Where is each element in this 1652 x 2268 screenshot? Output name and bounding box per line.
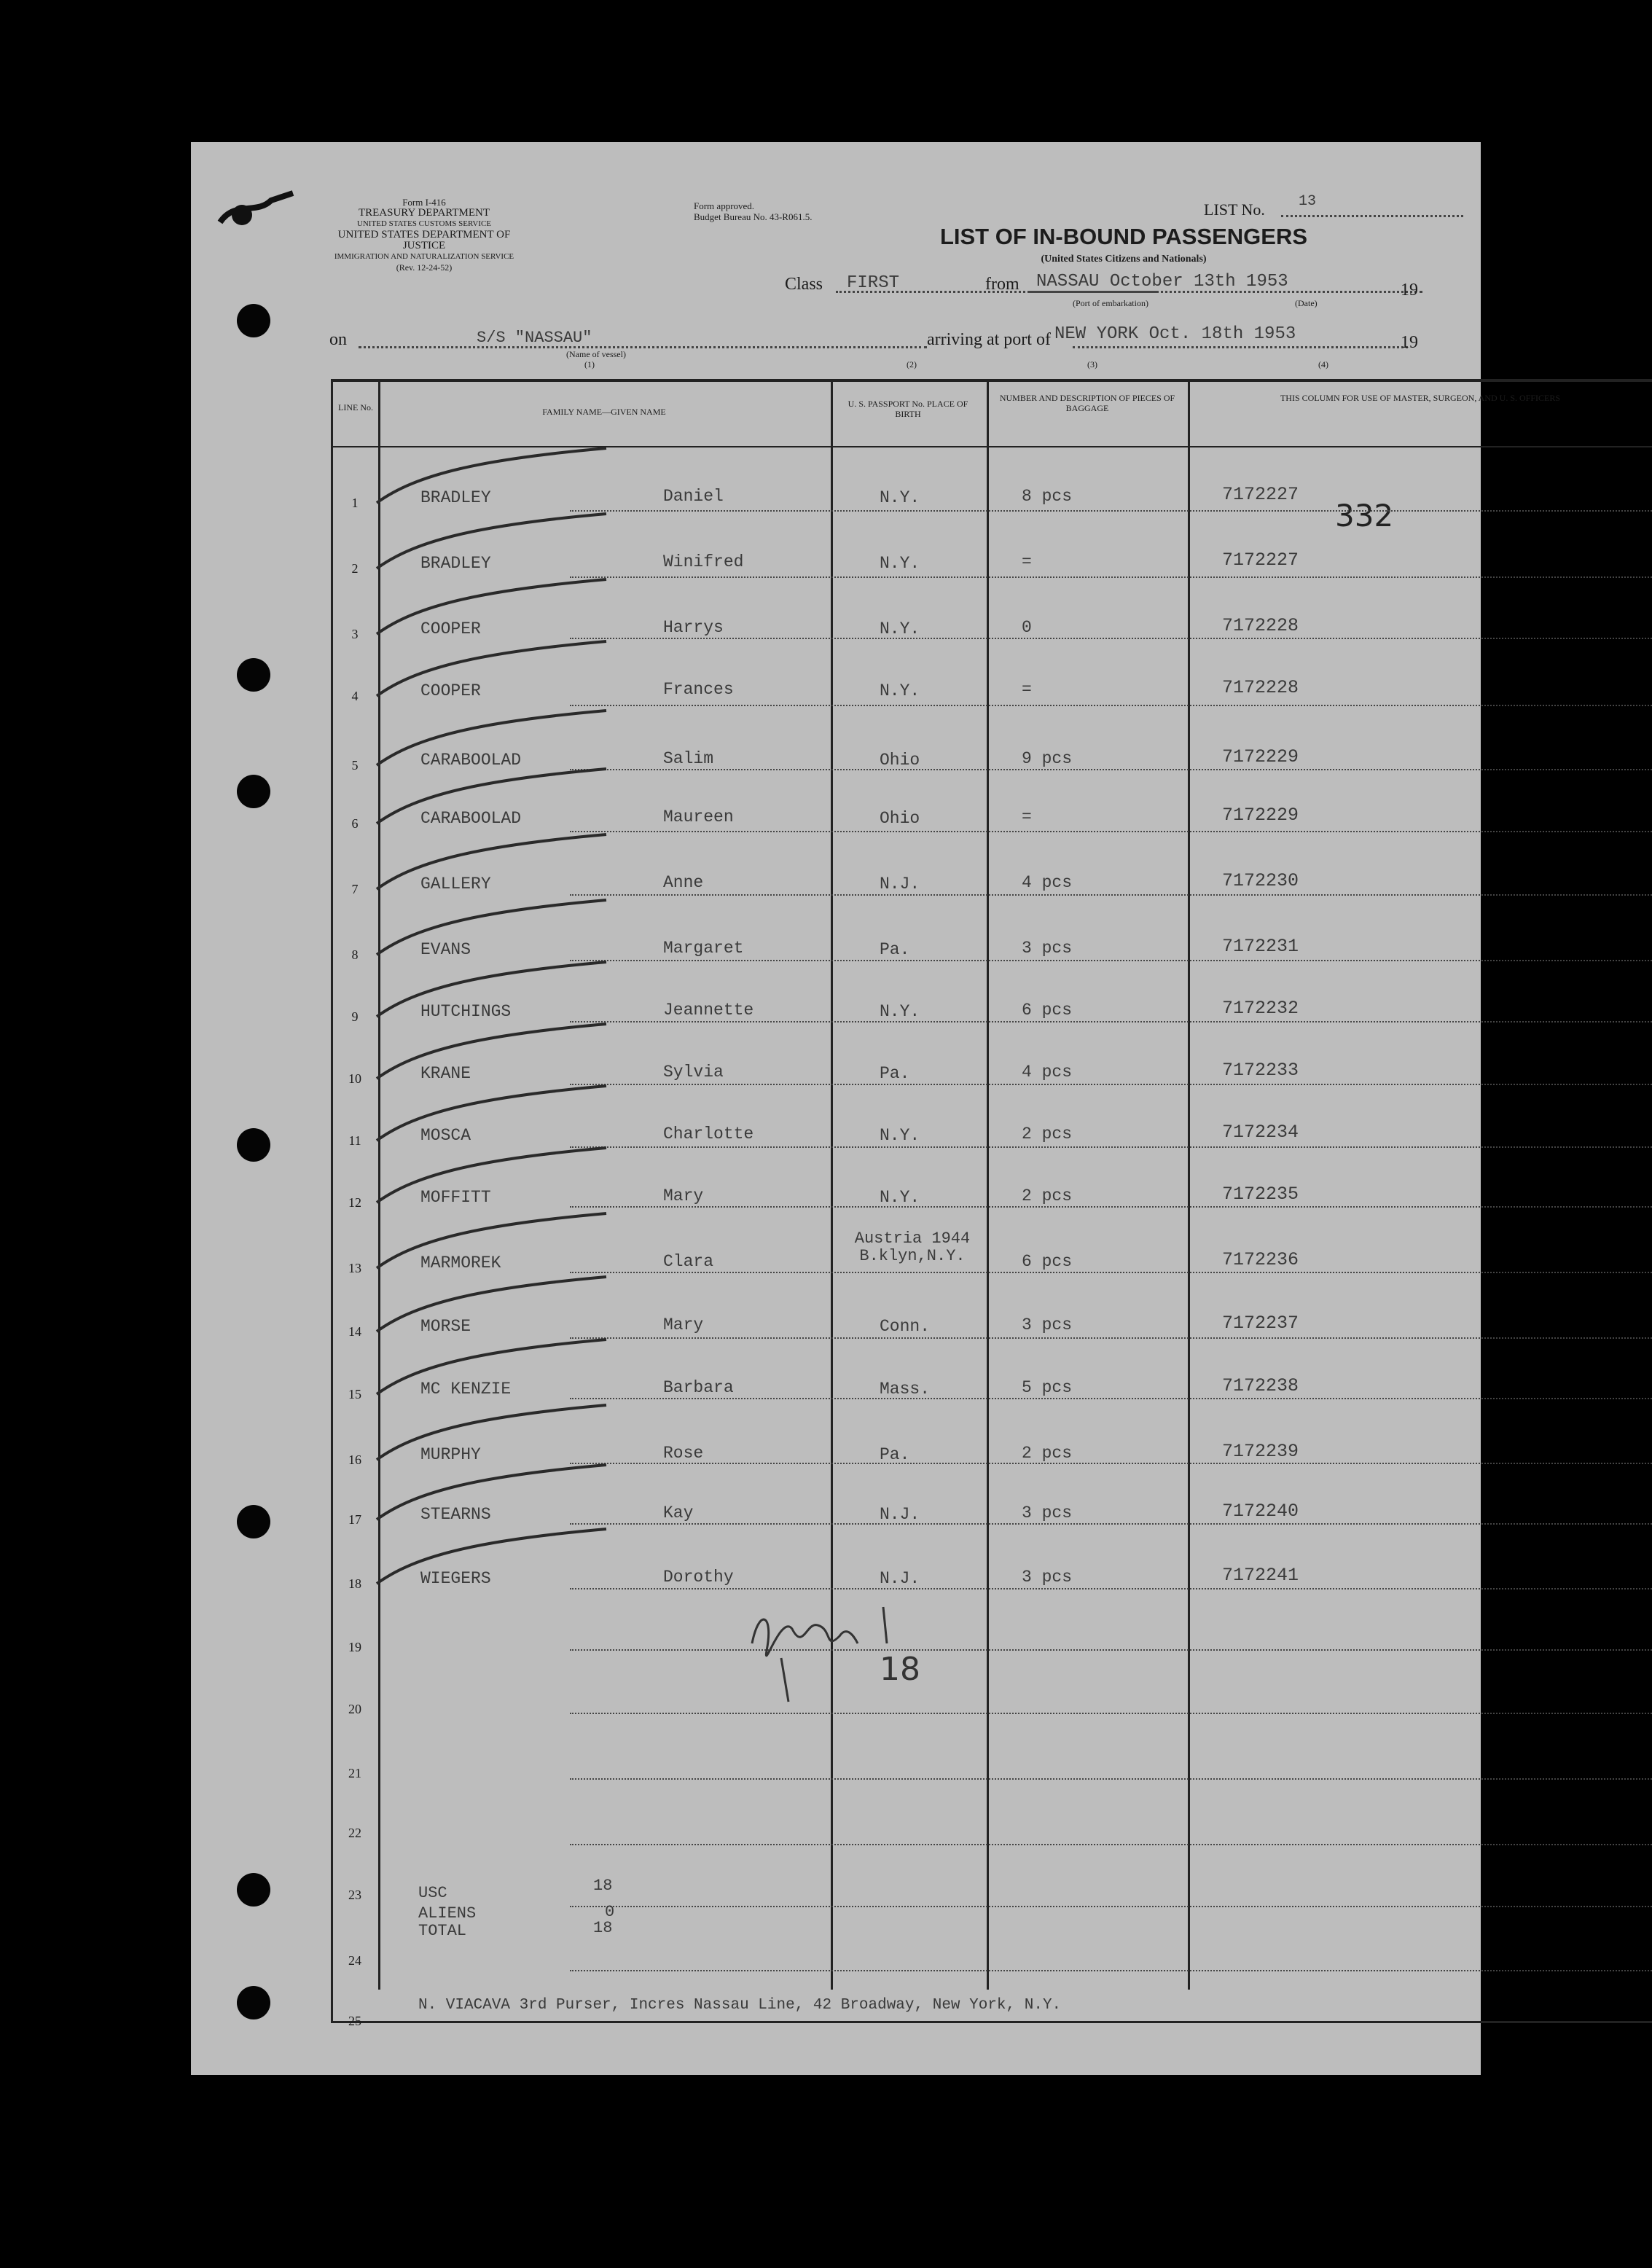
place-of-birth: N.J. bbox=[880, 1505, 920, 1524]
line-number: 7 bbox=[351, 882, 359, 896]
purser-signature-line: N. VIACAVA 3rd Purser, Incres Nassau Line, 42 Broadway, New York, N.Y. bbox=[418, 1997, 1062, 2014]
place-of-birth: Pa. bbox=[880, 1445, 910, 1464]
row-rule bbox=[570, 831, 1652, 832]
check-mark-icon bbox=[373, 1082, 614, 1148]
agency-block bbox=[329, 197, 519, 273]
family-name: BRADLEY bbox=[420, 488, 491, 507]
row-rule bbox=[570, 1970, 1652, 1971]
given-name: Mary bbox=[663, 1315, 704, 1334]
check-mark-icon bbox=[373, 1210, 614, 1275]
line-number: 15 bbox=[348, 1387, 361, 1401]
list-no-value: 13 bbox=[1299, 193, 1317, 210]
aliens-label: ALIENS bbox=[418, 1904, 477, 1923]
family-name: MOFFITT bbox=[420, 1188, 491, 1207]
given-name: Winifred bbox=[663, 552, 744, 571]
col-header-line: LINE No. bbox=[338, 402, 373, 412]
row-rule bbox=[570, 1588, 1652, 1589]
col-header-passport: U. S. PASSPORT No. PLACE OF BIRTH bbox=[847, 399, 968, 419]
line-number: 20 bbox=[348, 1702, 361, 1716]
check-mark-icon bbox=[373, 1273, 614, 1339]
punch-hole bbox=[237, 1128, 270, 1162]
punch-hole bbox=[237, 1986, 270, 2019]
officer-reference: 7172227 bbox=[1222, 484, 1299, 505]
manifest-page bbox=[191, 142, 1561, 2075]
given-name: Clara bbox=[663, 1252, 714, 1271]
place-of-birth: N.Y. bbox=[880, 619, 920, 638]
given-name: Kay bbox=[663, 1503, 694, 1522]
col-ref-2: (2) bbox=[907, 359, 917, 369]
place-of-birth: N.J. bbox=[880, 1569, 920, 1588]
vessel-caption: (Name of vessel) bbox=[566, 349, 626, 359]
usc-label: USC bbox=[418, 1884, 447, 1902]
place-of-birth: N.Y. bbox=[880, 1188, 920, 1207]
line-number: 23 bbox=[348, 1888, 361, 1902]
baggage-count: = bbox=[1022, 808, 1032, 826]
given-name: Sylvia bbox=[663, 1063, 724, 1082]
place-of-birth: Conn. bbox=[880, 1317, 931, 1336]
punch-hole bbox=[237, 658, 270, 692]
col-ref-3: (3) bbox=[1087, 359, 1097, 369]
row-rule bbox=[570, 1021, 1652, 1022]
family-name: MARMOREK bbox=[420, 1254, 501, 1272]
officer-reference: 7172227 bbox=[1222, 550, 1299, 571]
officer-reference: 7172230 bbox=[1222, 870, 1299, 891]
officer-reference: 7172234 bbox=[1222, 1122, 1299, 1143]
total-value: 18 bbox=[593, 1919, 613, 1937]
line-number: 4 bbox=[351, 689, 359, 703]
year-suffix-2: 19 bbox=[1401, 333, 1418, 352]
check-mark-icon bbox=[373, 896, 614, 962]
col-ref-1: (1) bbox=[584, 359, 595, 369]
form-subtitle: (United States Citizens and Nationals) bbox=[1041, 254, 1207, 265]
officer-reference: 7172235 bbox=[1222, 1184, 1299, 1205]
family-name: CARABOOLAD bbox=[420, 809, 522, 828]
dept-justice: UNITED STATES DEPARTMENT OF JUSTICE bbox=[337, 229, 511, 251]
row-rule bbox=[570, 1146, 1652, 1148]
col-header-name: FAMILY NAME—GIVEN NAME bbox=[542, 407, 666, 417]
baggage-count: 0 bbox=[1022, 618, 1032, 637]
family-name: BRADLEY bbox=[420, 554, 491, 573]
line-number: 18 bbox=[348, 1576, 361, 1591]
baggage-count: 2 pcs bbox=[1022, 1444, 1073, 1463]
row-rule bbox=[570, 638, 1652, 639]
baggage-count: 6 pcs bbox=[1022, 1252, 1073, 1271]
row-rule bbox=[570, 1844, 1652, 1845]
on-label: on bbox=[329, 330, 347, 349]
baggage-count: 4 pcs bbox=[1022, 873, 1073, 892]
given-name: Margaret bbox=[663, 939, 744, 958]
officer-reference: 7172236 bbox=[1222, 1249, 1299, 1270]
officer-reference: 7172231 bbox=[1222, 936, 1299, 957]
given-name: Mary bbox=[663, 1186, 704, 1205]
family-name: CARABOOLAD bbox=[420, 751, 522, 770]
handwritten-count: 18 bbox=[880, 1651, 920, 1688]
baggage-count: 8 pcs bbox=[1022, 487, 1073, 506]
officer-reference: 7172241 bbox=[1222, 1565, 1299, 1586]
line-number: 24 bbox=[348, 1953, 361, 1968]
line-number: 19 bbox=[348, 1640, 361, 1654]
given-name: Daniel bbox=[663, 487, 724, 506]
officer-reference: 7172228 bbox=[1222, 677, 1299, 698]
officer-reference: 7172237 bbox=[1222, 1313, 1299, 1334]
family-name: MOSCA bbox=[420, 1126, 471, 1145]
punch-hole bbox=[237, 1505, 270, 1538]
row-rule bbox=[570, 510, 1652, 512]
form-title: LIST OF IN-BOUND PASSENGERS bbox=[939, 224, 1308, 249]
line-number: 11 bbox=[348, 1133, 361, 1148]
row-rule bbox=[570, 1713, 1652, 1714]
usc-value: 18 bbox=[593, 1877, 613, 1895]
aliens-value: 0 bbox=[605, 1903, 615, 1921]
line-number: 3 bbox=[351, 627, 359, 641]
line-number: 9 bbox=[351, 1009, 359, 1024]
place-of-birth: Ohio bbox=[880, 809, 920, 828]
place-of-birth: Pa. bbox=[880, 1064, 910, 1083]
arrival-value: NEW YORK Oct. 18th 1953 bbox=[1054, 324, 1296, 344]
check-mark-icon bbox=[373, 1020, 614, 1086]
budget-number: Budget Bureau No. 43-R061.5. bbox=[694, 211, 813, 222]
row-rule bbox=[570, 894, 1652, 896]
given-name: Charlotte bbox=[663, 1125, 754, 1143]
family-name: KRANE bbox=[420, 1064, 471, 1083]
officer-reference: 7172240 bbox=[1222, 1501, 1299, 1522]
place-of-birth: N.J. bbox=[880, 875, 920, 893]
dept-treasury: TREASURY DEPARTMENT bbox=[358, 207, 490, 219]
row-rule bbox=[570, 960, 1652, 961]
check-mark-icon bbox=[373, 576, 614, 641]
punch-hole bbox=[237, 1873, 270, 1907]
from-value: NASSAU October 13th 1953 bbox=[1036, 272, 1288, 292]
line-number: 14 bbox=[348, 1324, 361, 1339]
check-mark-icon bbox=[373, 445, 614, 510]
place-of-birth: N.Y. bbox=[880, 1002, 920, 1021]
family-name: WIEGERS bbox=[420, 1569, 491, 1588]
class-label: Class bbox=[785, 275, 823, 294]
given-name: Barbara bbox=[663, 1378, 734, 1397]
family-name: GALLERY bbox=[420, 875, 491, 893]
arriving-label: arriving at port of bbox=[927, 330, 1051, 349]
baggage-count: 3 pcs bbox=[1022, 1315, 1073, 1334]
given-name: Rose bbox=[663, 1444, 704, 1463]
check-mark-icon bbox=[373, 638, 614, 703]
baggage-count: 3 pcs bbox=[1022, 1503, 1073, 1522]
from-label: from bbox=[985, 275, 1019, 294]
baggage-count: 3 pcs bbox=[1022, 939, 1073, 958]
family-name: STEARNS bbox=[420, 1505, 491, 1524]
vessel-value: S/S "NASSAU" bbox=[477, 329, 592, 347]
baggage-count: = bbox=[1022, 552, 1032, 571]
line-number: 21 bbox=[348, 1766, 361, 1780]
family-name: MURPHY bbox=[420, 1445, 481, 1464]
col-ref-4: (4) bbox=[1318, 359, 1328, 369]
class-value: FIRST bbox=[847, 273, 900, 293]
port-embark-caption: (Port of embarkation) bbox=[1073, 298, 1148, 308]
place-of-birth: N.Y. bbox=[880, 681, 920, 700]
officer-reference: 7172238 bbox=[1222, 1375, 1299, 1396]
line-number: 22 bbox=[348, 1826, 361, 1840]
row-rule bbox=[570, 705, 1652, 706]
year-suffix: 19 bbox=[1401, 281, 1418, 300]
family-name: EVANS bbox=[420, 940, 471, 959]
line-number: 1 bbox=[351, 496, 359, 510]
line-number: 5 bbox=[351, 758, 359, 773]
given-name: Anne bbox=[663, 873, 704, 892]
line-number: 12 bbox=[348, 1195, 361, 1210]
punch-hole bbox=[237, 775, 270, 808]
check-mark-icon bbox=[373, 707, 614, 773]
check-mark-icon bbox=[373, 958, 614, 1024]
family-name: MC KENZIE bbox=[420, 1380, 512, 1399]
form-approved: Form approved. bbox=[694, 200, 755, 211]
family-name: COOPER bbox=[420, 681, 481, 700]
given-name: Harrys bbox=[663, 618, 724, 637]
page-stamp: 332 bbox=[1335, 498, 1394, 533]
officer-reference: 7172229 bbox=[1222, 746, 1299, 767]
line-number: 16 bbox=[348, 1452, 361, 1467]
given-name: Frances bbox=[663, 680, 734, 699]
check-mark-icon bbox=[373, 765, 614, 831]
baggage-count: 9 pcs bbox=[1022, 749, 1073, 768]
line-number: 17 bbox=[348, 1512, 361, 1527]
date-caption: (Date) bbox=[1295, 298, 1318, 308]
row-rule bbox=[570, 1337, 1652, 1339]
line-number: 6 bbox=[351, 816, 359, 831]
line-number: 10 bbox=[348, 1071, 361, 1086]
line-number: 2 bbox=[351, 561, 359, 576]
dept-ins: IMMIGRATION AND NATURALIZATION SERVICE bbox=[334, 252, 514, 261]
row-rule bbox=[570, 1463, 1652, 1464]
check-mark-icon bbox=[373, 831, 614, 896]
check-mark-icon bbox=[373, 1401, 614, 1467]
baggage-count: 2 pcs bbox=[1022, 1125, 1073, 1143]
check-mark-icon bbox=[373, 1461, 614, 1527]
row-rule bbox=[570, 1272, 1652, 1273]
line-number: 25 bbox=[348, 2014, 361, 2028]
line-number: 13 bbox=[348, 1261, 361, 1275]
form-number: Form I-416 bbox=[402, 197, 446, 208]
baggage-count: = bbox=[1022, 680, 1032, 699]
place-of-birth: N.Y. bbox=[880, 554, 920, 573]
row-rule bbox=[570, 769, 1652, 770]
dept-customs: UNITED STATES CUSTOMS SERVICE bbox=[356, 219, 492, 228]
family-name: MORSE bbox=[420, 1317, 471, 1336]
baggage-count: 5 pcs bbox=[1022, 1378, 1073, 1397]
approval-block bbox=[694, 200, 812, 222]
row-rule bbox=[570, 1523, 1652, 1525]
list-no-label: LIST No. bbox=[1204, 200, 1265, 219]
given-name: Jeannette bbox=[663, 1001, 754, 1020]
check-mark-icon bbox=[373, 1336, 614, 1401]
given-name: Maureen bbox=[663, 808, 734, 826]
baggage-count: 4 pcs bbox=[1022, 1063, 1073, 1082]
place-of-birth: Austria 1944 B.klyn,N.Y. bbox=[854, 1229, 971, 1265]
line-number: 8 bbox=[351, 947, 359, 962]
place-of-birth: Ohio bbox=[880, 751, 920, 770]
revision: (Rev. 12-24-52) bbox=[396, 262, 453, 273]
total-label: TOTAL bbox=[418, 1922, 467, 1940]
baggage-count: 6 pcs bbox=[1022, 1001, 1073, 1020]
punch-hole bbox=[237, 304, 270, 337]
col-header-officers: THIS COLUMN FOR USE OF MASTER, SURGEON, AND U. S. OFFICERS bbox=[1280, 393, 1561, 403]
baggage-count: 3 pcs bbox=[1022, 1568, 1073, 1587]
row-rule bbox=[570, 1398, 1652, 1399]
row-rule bbox=[570, 1649, 1652, 1651]
check-mark-icon bbox=[373, 1525, 614, 1591]
officer-reference: 7172232 bbox=[1222, 998, 1299, 1019]
officer-reference: 7172229 bbox=[1222, 805, 1299, 826]
place-of-birth: Mass. bbox=[880, 1380, 931, 1399]
row-rule bbox=[570, 1084, 1652, 1085]
place-of-birth: N.Y. bbox=[880, 488, 920, 507]
officer-reference: 7172239 bbox=[1222, 1441, 1299, 1462]
officer-reference: 7172228 bbox=[1222, 615, 1299, 636]
baggage-count: 2 pcs bbox=[1022, 1186, 1073, 1205]
staple-mark-icon bbox=[213, 186, 300, 244]
check-mark-icon bbox=[373, 1144, 614, 1210]
row-rule bbox=[570, 1778, 1652, 1780]
family-name: COOPER bbox=[420, 619, 481, 638]
row-rule bbox=[570, 576, 1652, 578]
given-name: Dorothy bbox=[663, 1568, 734, 1587]
given-name: Salim bbox=[663, 749, 714, 768]
row-rule bbox=[570, 1206, 1652, 1208]
officer-reference: 7172233 bbox=[1222, 1060, 1299, 1081]
place-of-birth: N.Y. bbox=[880, 1126, 920, 1145]
place-of-birth: Pa. bbox=[880, 940, 910, 959]
family-name: HUTCHINGS bbox=[420, 1002, 512, 1021]
row-rule bbox=[570, 1906, 1652, 1907]
check-mark-icon bbox=[373, 510, 614, 576]
col-header-baggage: NUMBER AND DESCRIPTION OF PIECES OF BAGGAGE bbox=[999, 393, 1175, 413]
